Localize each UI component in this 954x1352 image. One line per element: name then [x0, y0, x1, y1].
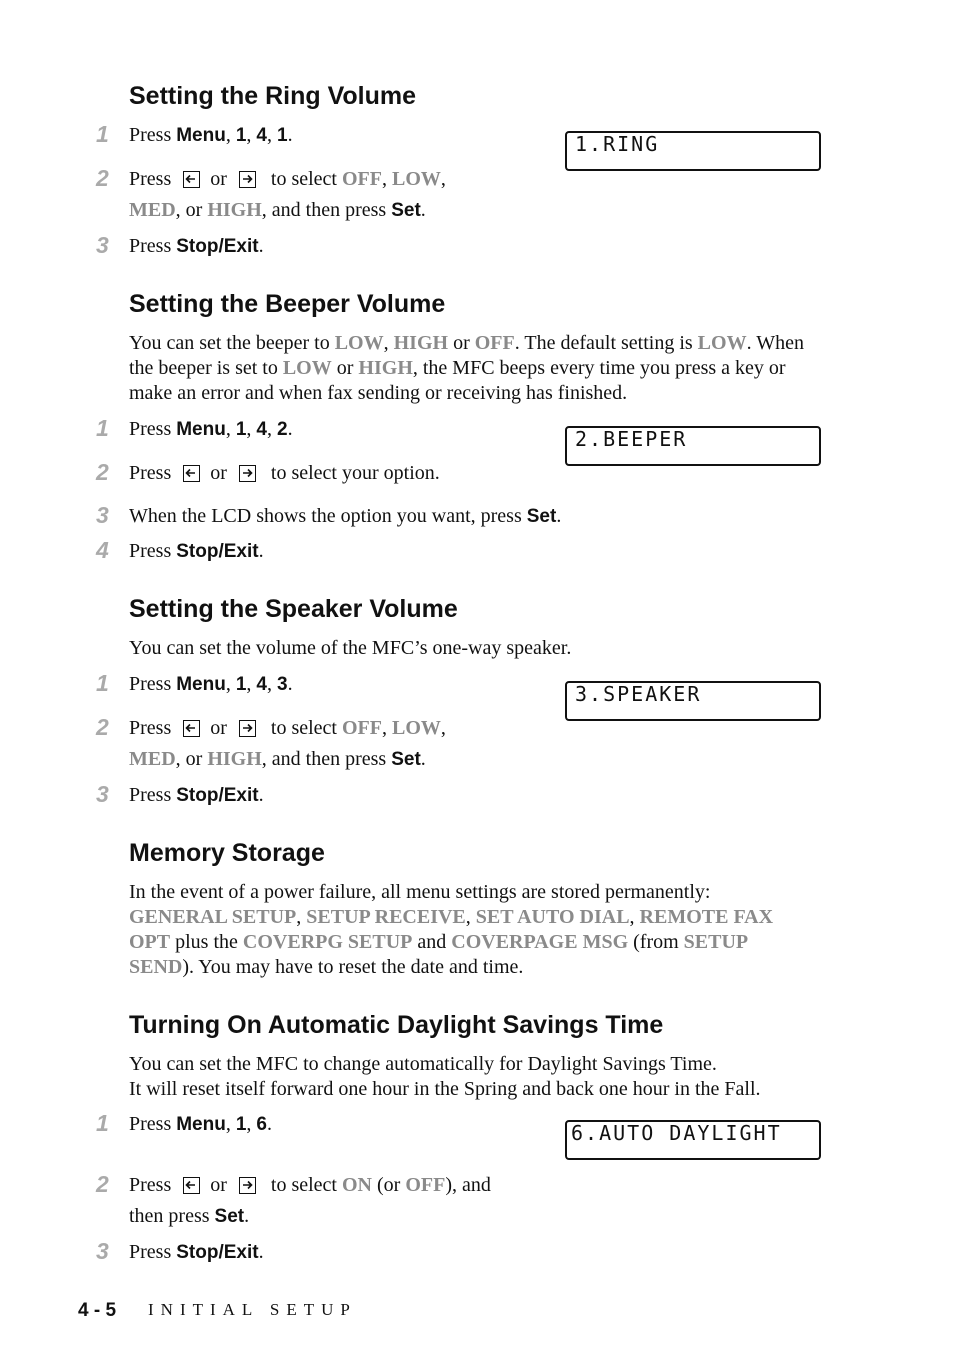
beeper-step1: Press Menu, 1, 4, 2.: [129, 418, 293, 440]
speaker-intro: You can set the volume of the MFC’s one-way speaker.: [129, 637, 572, 659]
lcd-beeper-display: 2.BEEPER: [565, 426, 821, 466]
step-number: 3: [96, 232, 109, 258]
step-number: 1: [96, 121, 109, 147]
beeper-step3: When the LCD shows the option you want, press Set.: [129, 505, 562, 527]
step-number: 2: [96, 459, 109, 485]
beeper-step4: Press Stop/Exit.: [129, 540, 264, 562]
lcd-daylight-display: 6.AUTO DAYLIGHT: [565, 1120, 821, 1160]
ring-step2-line1: Press or to select OFF, LOW,: [129, 168, 446, 190]
left-arrow-key-icon: [183, 720, 200, 737]
daylight-step3: Press Stop/Exit.: [129, 1241, 264, 1263]
lcd-ring-display: 1.RING: [565, 131, 821, 171]
step-number: 3: [96, 1238, 109, 1264]
beeper-step2: Press or to select your option.: [129, 462, 440, 484]
daylight-intro-line2: It will reset itself forward one hour in the Spring and back one hour in the Fall.: [129, 1078, 761, 1100]
step-number: 2: [96, 1171, 109, 1197]
daylight-heading: Turning On Automatic Daylight Savings Time: [129, 1011, 664, 1039]
step-number: 1: [96, 670, 109, 696]
right-arrow-key-icon: [239, 720, 256, 737]
daylight-intro-line1: You can set the MFC to change automatically for Daylight Savings Time.: [129, 1053, 717, 1075]
left-arrow-key-icon: [183, 465, 200, 482]
step-number: 4: [96, 537, 109, 563]
left-arrow-key-icon: [183, 1177, 200, 1194]
lcd-speaker-display: 3.SPEAKER: [565, 681, 821, 721]
ring-heading: Setting the Ring Volume: [129, 82, 417, 110]
daylight-step2-line1: Press or to select ON (or OFF), and: [129, 1174, 491, 1196]
beeper-heading: Setting the Beeper Volume: [129, 290, 446, 318]
step-number: 3: [96, 781, 109, 807]
left-arrow-key-icon: [183, 171, 200, 188]
ring-step1: Press Menu, 1, 4, 1.: [129, 124, 293, 146]
daylight-step2-line2: then press Set.: [129, 1205, 250, 1227]
right-arrow-key-icon: [239, 171, 256, 188]
step-number: 2: [96, 714, 109, 740]
step-number: 2: [96, 165, 109, 191]
right-arrow-key-icon: [239, 1177, 256, 1194]
right-arrow-key-icon: [239, 465, 256, 482]
page-number: 4 - 5: [78, 1300, 117, 1321]
step-number: 3: [96, 502, 109, 528]
speaker-step3: Press Stop/Exit.: [129, 784, 264, 806]
speaker-step1: Press Menu, 1, 4, 3.: [129, 673, 293, 695]
memory-intro: In the event of a power failure, all menu settings are stored permanently: GENERAL SETUP, SETUP RECEIVE, SET AUTO DIAL, REMOTE FAX OPT plus the COVERPG SETUP and COVERPAGE MSG (from SETUP SEND). You may have to reset the date and time.: [129, 881, 774, 978]
step-number: 1: [96, 415, 109, 441]
speaker-heading: Setting the Speaker Volume: [129, 595, 458, 623]
speaker-step2-line2: MED, or HIGH, and then press Set.: [129, 748, 426, 770]
daylight-step1: Press Menu, 1, 6.: [129, 1113, 272, 1135]
beeper-intro: You can set the beeper to LOW, HIGH or OFF. The default setting is LOW. When the beeper is set to LOW or HIGH, the MFC beeps every time you press a key or make an error and when fax sending or receiving has finished.: [129, 332, 804, 404]
speaker-step2-line1: Press or to select OFF, LOW,: [129, 717, 446, 739]
memory-heading: Memory Storage: [129, 839, 325, 867]
step-number: 1: [96, 1110, 109, 1136]
ring-step3: Press Stop/Exit.: [129, 235, 264, 257]
ring-step2-line2: MED, or HIGH, and then press Set.: [129, 199, 426, 221]
chapter-title: INITIAL SETUP: [148, 1300, 357, 1319]
